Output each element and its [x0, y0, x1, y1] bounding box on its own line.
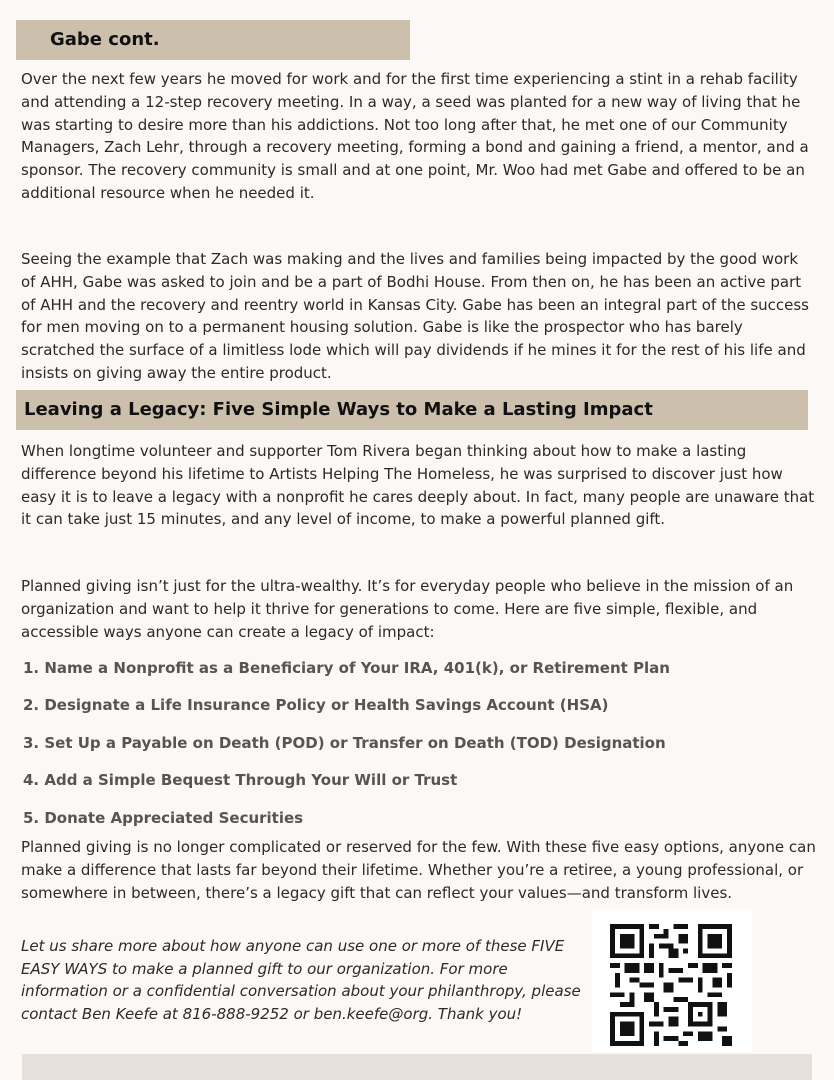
list-item: 2. Designate a Life Insurance Policy or Health Savings Account (HSA) — [23, 696, 609, 715]
legacy-intro-paragraph-2: Planned giving isn’t just for the ultra-wealthy. It’s for everyday people who believe in the mission of an organization and want to help it thrive for generations to come. Here are five simple, flexible, and accessible ways anyone can create a legacy of impact: — [21, 577, 794, 641]
five-ways-list — [23, 657, 813, 844]
list-item: 5. Donate Appreciated Securities — [23, 808, 304, 827]
contact-note: Let us share more about how anyone can use one or more of these FIVE EASY WAYS to make a planned gift to our organization. For more information or a confidential conversation about your philanthropy, please contact Ben Keefe at 816-888-9252 or ben.keefe@org. Thank you! — [21, 937, 581, 1023]
section-heading-gabe: Gabe cont. — [16, 20, 410, 60]
qr-code-panel — [592, 910, 752, 1052]
legacy-intro-paragraph-1: When longtime volunteer and supporter Tom Rivera began thinking about how to make a lasting difference beyond his lifetime to Artists Helping The Homeless, he was surprised to discover just how easy it is to leave a legacy with a nonprofit he cares deeply about. In fact, many people are unaware that it can take just 15 minutes, and any level of income, to make a powerful planned gift. — [21, 442, 815, 529]
section-heading-legacy: Leaving a Legacy: Five Simple Ways to Make a Lasting Impact — [16, 390, 808, 430]
footer-band — [22, 1054, 812, 1080]
list-item: 4. Add a Simple Bequest Through Your Will or Trust — [23, 771, 458, 790]
legacy-closing-paragraph: Planned giving is no longer complicated or reserved for the few. With these five easy options, anyone can make a difference that lasts far beyond their lifetime. Whether you’re a retiree, a young professional, or somewhere in between, there’s a legacy gift that can reflect your values—and transform lives. — [21, 838, 816, 902]
list-item: 1. Name a Nonprofit as a Beneficiary of Your IRA, 401(k), or Retirement Plan — [23, 659, 670, 677]
gabe-paragraph-1: Over the next few years he moved for work and for the first time experiencing a stint in a rehab facility and attending a 12-step recovery meeting. In a way, a seed was planted for a new way of living that he was starting to desire more than his addictions. Not too long after that, he met one of our Community Managers, Zach Lehr, through a recovery meeting, forming a bond and gaining a friend, a mentor, and a sponsor. The recovery community is small and at one point, Mr. Woo had met Gabe and offered to be an additional resource when he needed it. — [21, 70, 809, 202]
gabe-paragraph-2: Seeing the example that Zach was making and the lives and families being impacted by the good work of AHH, Gabe was asked to join and be a part of Bodhi House. From then on, he has been an active part of AHH and the recovery and reentry world in Kansas City. Gabe has been an integral part of the success for men moving on to a permanent housing solution. Gabe is like the prospector who has barely scratched the surface of a limitless lode which will pay dividends if he mines it for the rest of his life and insists on giving away the entire product. — [21, 250, 809, 382]
qr-code-icon — [610, 924, 732, 1046]
list-item: 3. Set Up a Payable on Death (POD) or Transfer on Death (TOD) Designation — [23, 733, 666, 752]
